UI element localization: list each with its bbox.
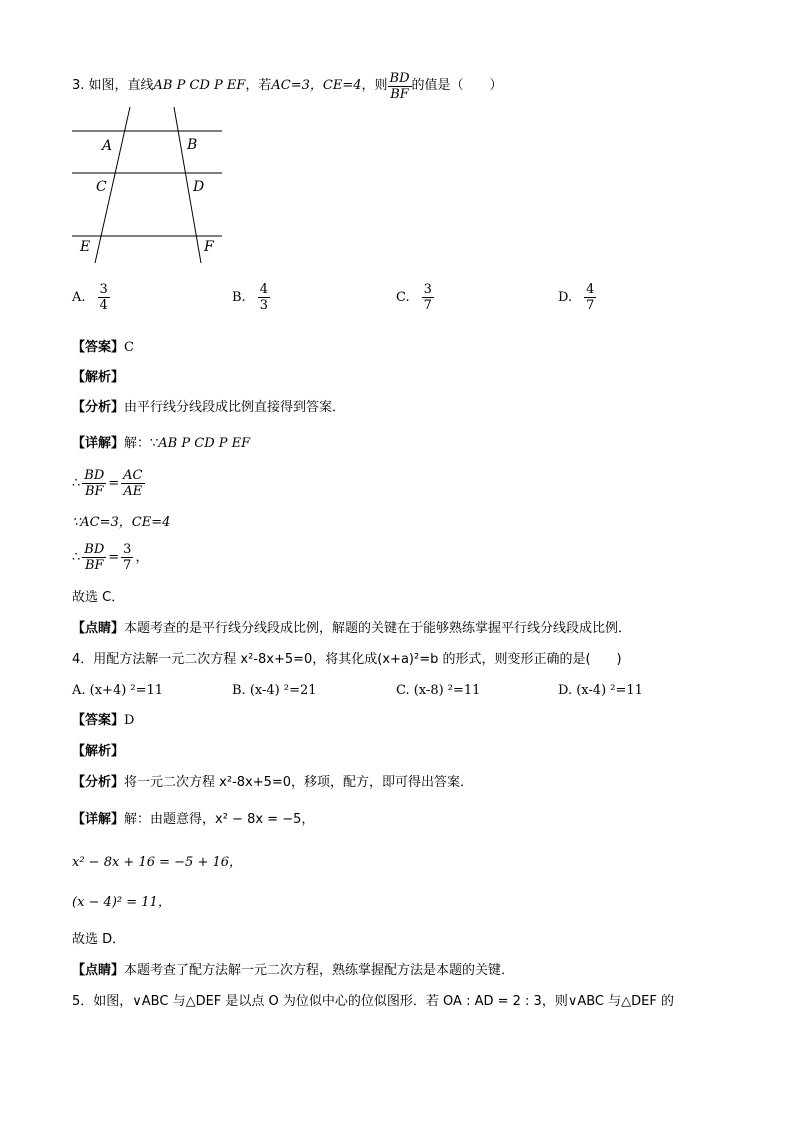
- q3-stem-lines: AB P CD P EF: [153, 78, 246, 93]
- q3-stem-mid: ，若: [245, 78, 272, 93]
- q3-stem-prefix: 3. 如图，直线: [72, 78, 154, 93]
- label-c: C: [96, 179, 107, 195]
- q4-step2: (x − 4)² = 11，: [72, 895, 171, 910]
- q3-detail: 【详解】解：∵AB P CD P EF: [72, 436, 251, 451]
- q4-detail: 【详解】解：由题意得，x² − 8x = −5，: [72, 812, 315, 827]
- q3-stem-fraction: [388, 71, 412, 102]
- q3-fenxi: 【分析】由平行线分线段成比例直接得到答案．: [72, 400, 346, 415]
- label-a: A: [102, 138, 113, 154]
- q3-stem-cond: AC=3，CE=4: [271, 78, 362, 93]
- q3-option-d[interactable]: D. $\frac{4}{7}$: [558, 282, 595, 313]
- q5-stem: 5．如图，∨ABC 与△DEF 是以点 O 为位似中心的位似图形．若 OA : AD = 2 : 3，则∨ABC 与△DEF 的: [72, 994, 674, 1009]
- label-d: D: [193, 179, 205, 195]
- q4-step1: x² − 8x + 16 = −5 + 16，: [72, 855, 243, 870]
- label-b: B: [187, 137, 198, 153]
- q3-dianjing: 【点睛】本题考查的是平行线分线段成比例，解题的关键在于能够熟练掌握平行线分线段成比例．: [72, 621, 632, 636]
- q3-stem-frac-num: BD: [389, 70, 410, 86]
- q4-analysis-heading: 【解析】: [72, 744, 125, 759]
- q4-option-a[interactable]: A. (x+4) ²=11: [72, 683, 164, 698]
- q3-step3: ∴ $\frac{BD}{BF}$ = $\frac{3}{7}$ ，: [72, 542, 149, 573]
- q3-stem: [72, 70, 503, 102]
- q4-fenxi: 【分析】将一元二次方程 x²-8x+5=0，移项，配方，即可得出答案．: [72, 775, 474, 790]
- label-e: E: [80, 239, 91, 255]
- label-f: F: [204, 239, 214, 255]
- q3-step1: ∴ $\frac{BD}{BF}$ = $\frac{AC}{AE}$: [72, 468, 143, 499]
- q3-answer: 【答案】C: [72, 340, 134, 355]
- q3-option-c[interactable]: C. $\frac{3}{7}$: [396, 282, 432, 313]
- q4-option-c[interactable]: C. (x-8) ²=11: [396, 683, 481, 698]
- q4-option-d[interactable]: D. (x-4) ²=11: [558, 683, 643, 698]
- q4-conclusion: 故选 D．: [72, 932, 126, 947]
- q3-conclusion: 故选 C．: [72, 590, 125, 605]
- q3-stem-suffix: 的值是（ ）: [411, 78, 503, 93]
- q4-answer: 【答案】D: [72, 713, 135, 728]
- q3-figure: [70, 105, 230, 267]
- q4-stem: 4．用配方法解一元二次方程 x²-8x+5=0，将其化成(x+a)²=b 的形式，则变形正确的是( ): [72, 652, 622, 667]
- q3-analysis-heading: 【解析】: [72, 370, 125, 385]
- q3-step2: ∵AC=3，CE=4: [72, 515, 171, 530]
- q4-option-b[interactable]: B. (x-4) ²=21: [232, 683, 317, 698]
- q3-stem-then: ，则: [361, 78, 388, 93]
- q4-dianjing: 【点睛】本题考查了配方法解一元二次方程，熟练掌握配方法是本题的关键．: [72, 963, 515, 978]
- q3-option-a[interactable]: A. $\frac{3}{4}$: [72, 282, 108, 313]
- q3-option-b[interactable]: B. $\frac{4}{3}$: [232, 282, 268, 313]
- q3-stem-frac-den: BF: [390, 86, 409, 102]
